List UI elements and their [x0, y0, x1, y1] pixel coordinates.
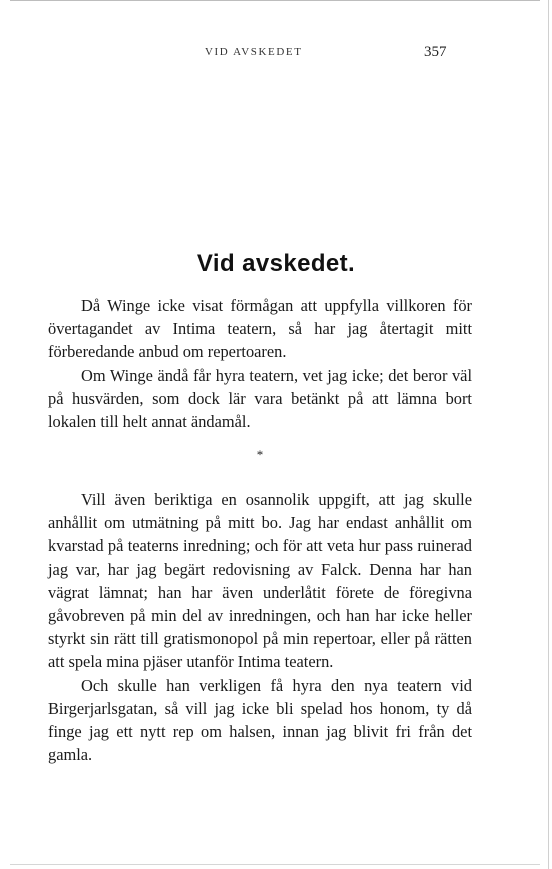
- paragraph: Vill även beriktiga en osannolik uppgift, att jag skulle anhållit om utmätning på mitt bo. Jag har endast anhållit om kvarstad på teaterns inredning; och för att veta hur pass ruinerad jag var, har jag begärt redovisning av Falck. Denna har han vägrat lämnat; han har även underlåtit förete de föregivna gåvobreven på min del av inredningen, och han har icke heller styrkt sin rätt till gratismonopol på min repertoar, eller på rätten att spela mina pjäser utanför Intima teatern.: [48, 490, 472, 672]
- running-title: VID AVSKEDET: [205, 46, 303, 58]
- page-number: 357: [424, 44, 447, 60]
- running-header: [0, 46, 552, 66]
- paragraph: Då Winge icke visat förmågan att uppfylla villkoren för övertagandet av Intima teatern, så har jag återtagit mitt förberedande anbud om repertoaren.: [48, 296, 472, 362]
- text-section-2: [48, 488, 472, 766]
- chapter-title: Vid avskedet.: [196, 250, 356, 277]
- section-break-asterisk: *: [256, 447, 264, 462]
- bottom-edge-rule: [10, 864, 540, 865]
- paragraph: Om Winge ändå får hyra teatern, vet jag icke; det beror väl på husvärden, som dock lär vara betänkt på att lämna bort lokalen till helt annat ändamål.: [48, 365, 472, 432]
- top-edge-rule: [10, 0, 540, 1]
- paragraph: Och skulle han verkligen få hyra den nya teatern vid Birgerjarlsgatan, så vill jag icke bli spelad hos honom, ty då finge jag ett nytt rep om halsen, innan jag blivit fri från det gamla.: [48, 675, 472, 765]
- right-edge-rule: [548, 0, 549, 869]
- text-section-1: [48, 294, 472, 433]
